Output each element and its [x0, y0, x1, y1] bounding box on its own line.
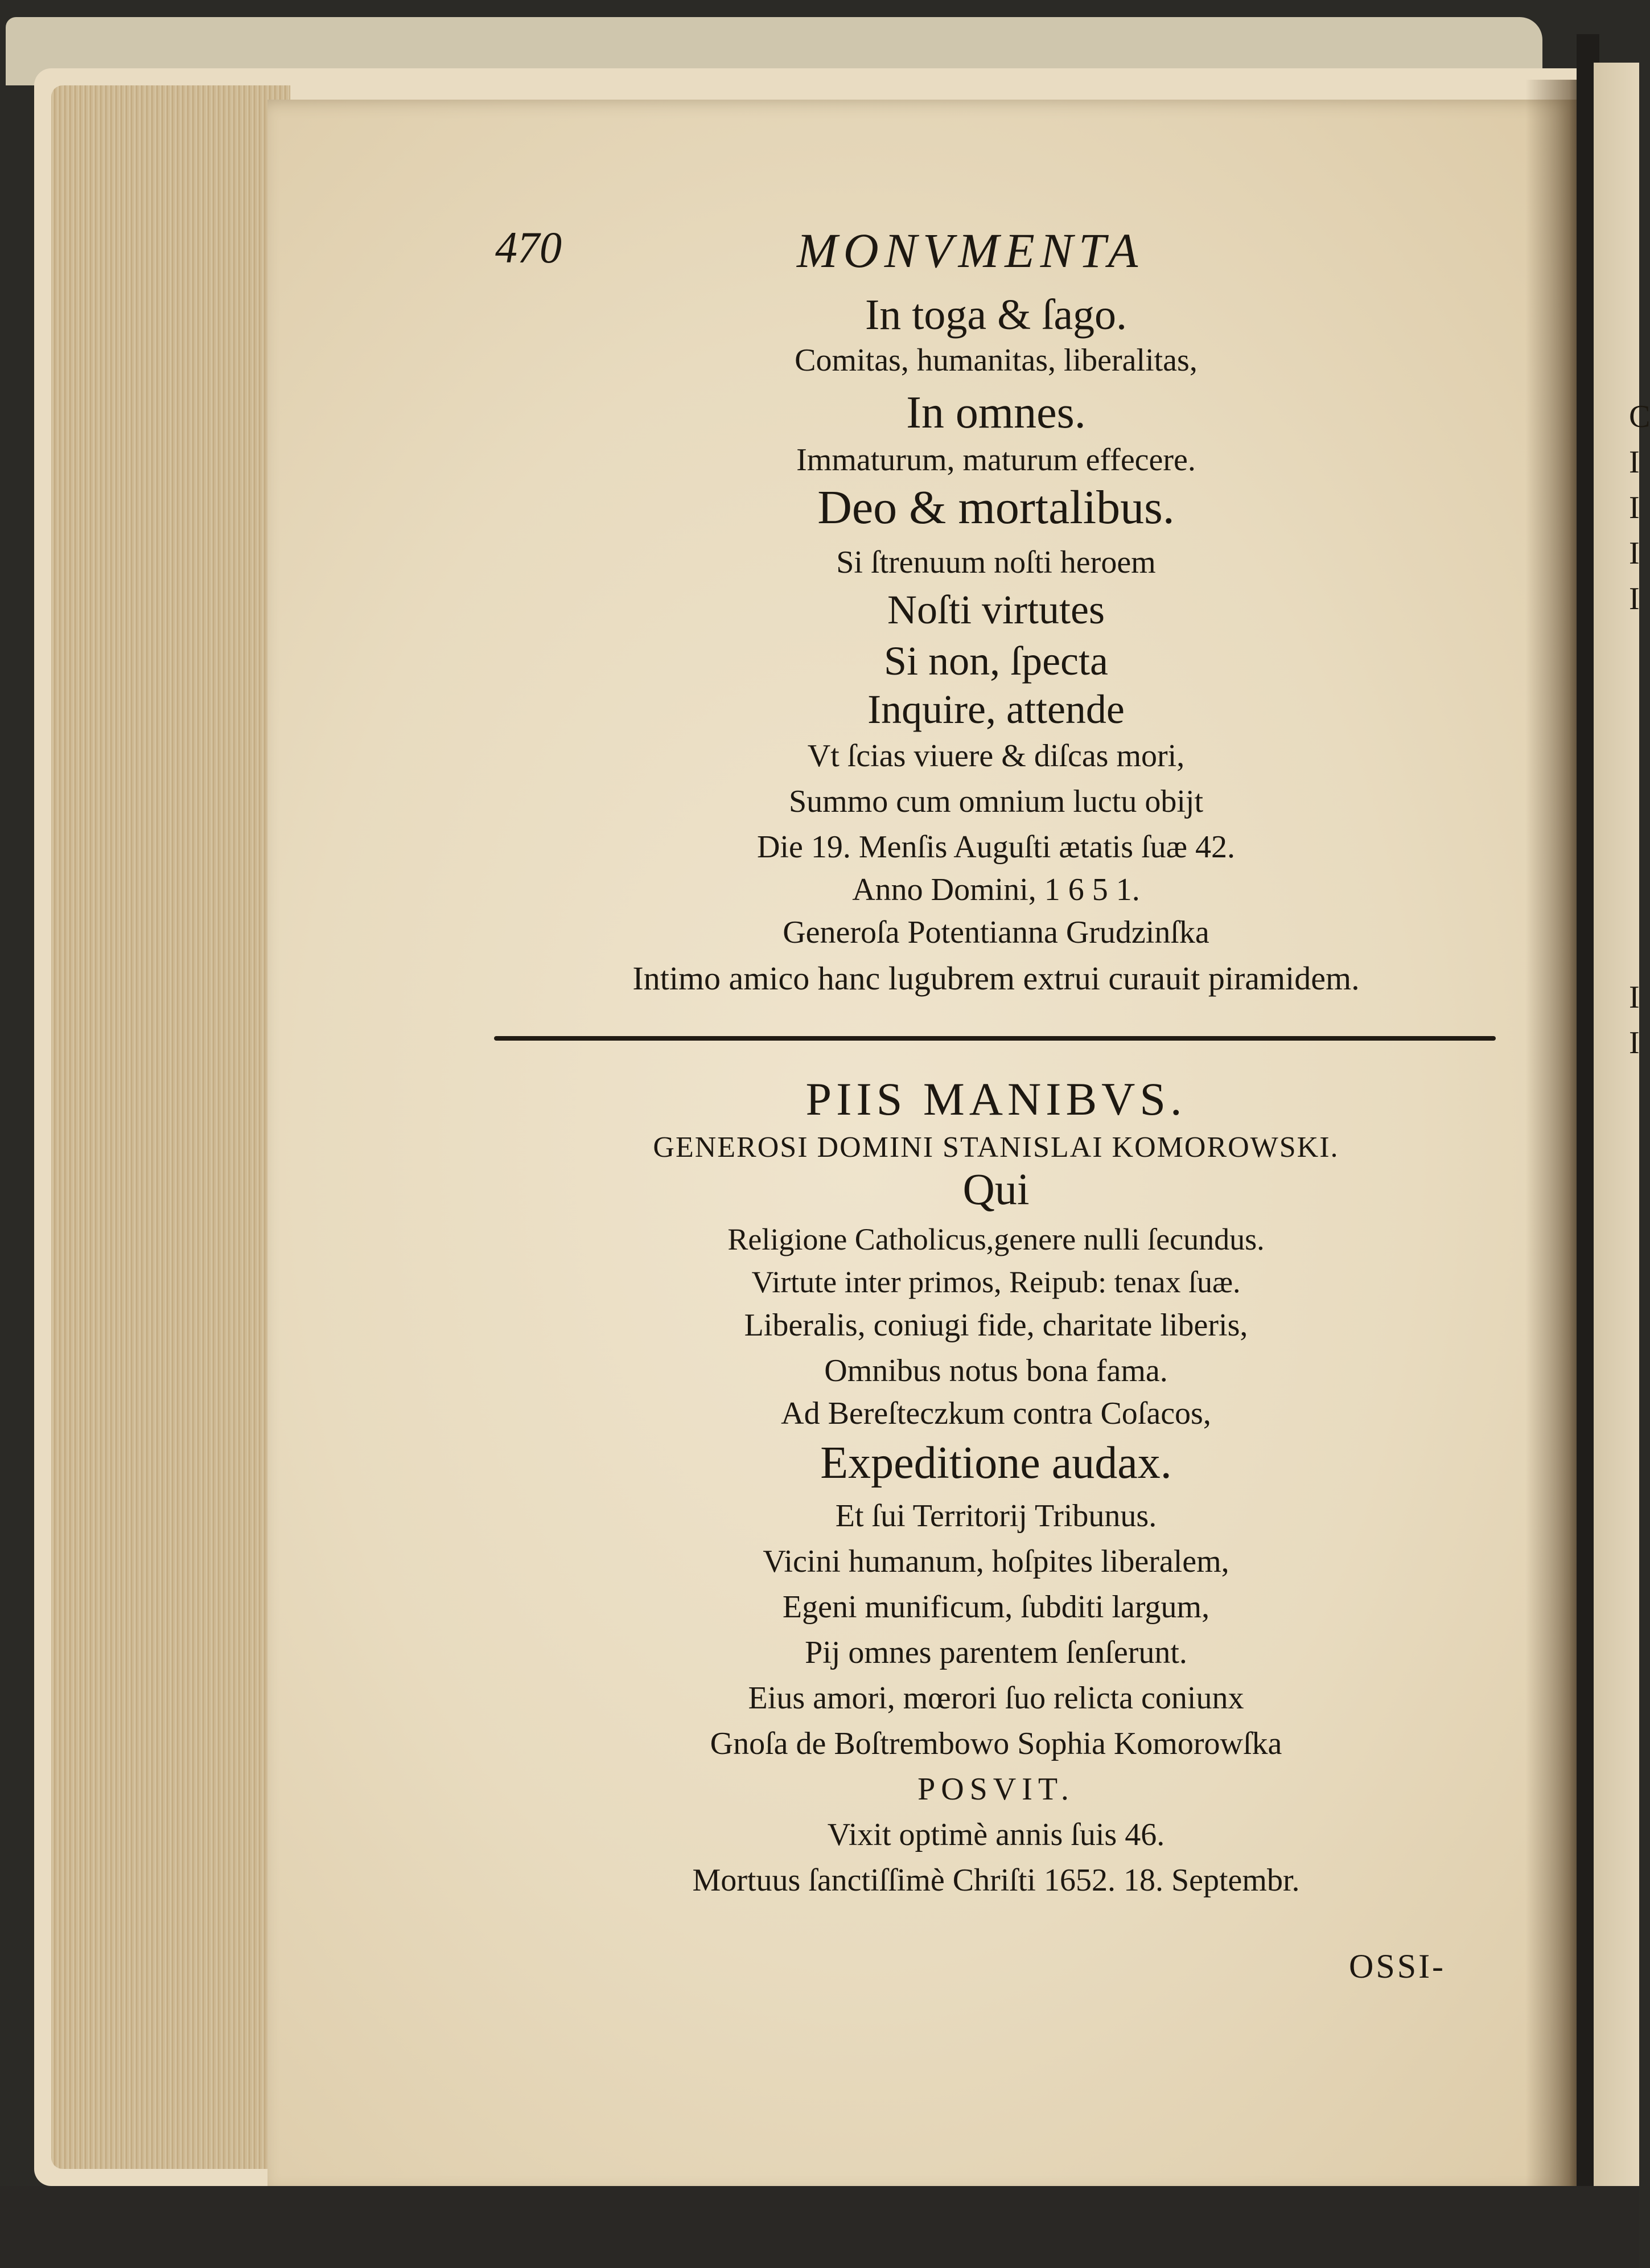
section-rule: [494, 1036, 1496, 1041]
epitaph-line: In toga & ſago.: [865, 291, 1128, 339]
epitaph-line: In omnes.: [906, 388, 1086, 438]
epitaph-line: Inquire, attende: [867, 687, 1125, 732]
epitaph-line: Noſti virtutes: [887, 587, 1105, 632]
epitaph-line: Expeditione audax.: [820, 1438, 1172, 1488]
facing-page: [1594, 63, 1639, 2226]
facing-page-letter: I: [1629, 980, 1640, 1015]
epitaph-line: POSVIT.: [917, 1772, 1075, 1807]
epitaph-line: Si non, ſpecta: [884, 638, 1108, 684]
epitaph-title: PIIS MANIBVS.: [805, 1073, 1187, 1125]
epitaph-line: Religione Catholicus,genere nulli ſecundus.: [727, 1222, 1265, 1256]
epitaph-line: Virtute inter primos, Reipub: tenax ſuæ.: [751, 1265, 1241, 1299]
epitaph-line: Immaturum, maturum effecere.: [796, 442, 1196, 478]
epitaph-line: Generoſa Potentianna Grudzinſka: [783, 915, 1209, 950]
epitaph-line: Vicini humanum, hoſpites liberalem,: [763, 1544, 1229, 1579]
facing-page-letter: I: [1629, 490, 1640, 525]
catchword: OSSI-: [1349, 1947, 1446, 1985]
epitaph-line: Die 19. Menſis Auguſti ætatis ſuæ 42.: [756, 829, 1236, 865]
epitaph-line: Mortuus ſanctiſſimè Chriſti 1652. 18. Septembr.: [692, 1863, 1300, 1898]
background-shadow: [0, 2186, 1639, 2268]
epitaph-line: Qui: [962, 1164, 1030, 1214]
epitaph-subtitle: GENEROSI DOMINI STANISLAI KOMOROWSKI.: [653, 1131, 1339, 1164]
page-edges: [51, 85, 290, 2169]
facing-page-letter: I: [1629, 445, 1640, 480]
epitaph-line: Anno Domini, 1 6 5 1.: [852, 872, 1140, 907]
epitaph-line: Gnoſa de Boſtrembowo Sophia Komorowſka: [710, 1726, 1282, 1761]
epitaph-line: Liberalis, coniugi fide, charitate liberis,: [744, 1308, 1248, 1343]
facing-page-letter: I: [1629, 581, 1640, 617]
epitaph-line: Egeni munificum, ſubditi largum,: [782, 1589, 1210, 1625]
facing-page-letter: I: [1629, 1025, 1640, 1061]
epitaph-line: Eius amori, mœrori ſuo relicta coniunx: [748, 1681, 1244, 1716]
epitaph-line: Vt ſcias viuere & diſcas mori,: [807, 738, 1185, 774]
facing-page-letter: I: [1629, 536, 1640, 571]
facing-page-letter: C: [1629, 399, 1650, 434]
epitaph-line: Deo & mortalibus.: [817, 481, 1175, 534]
epitaph-line: Omnibus notus bona fama.: [824, 1353, 1168, 1388]
epitaph-line: Et ſui Territorij Tribunus.: [835, 1498, 1157, 1534]
epitaph-line: Comitas, humanitas, liberalitas,: [795, 343, 1198, 378]
epitaph-line: Summo cum omnium luctu obijt: [789, 784, 1203, 819]
epitaph-line: Ad Bereſteczkum contra Coſacos,: [781, 1396, 1211, 1431]
epitaph-line: Vixit optimè annis ſuis 46.: [827, 1817, 1165, 1852]
epitaph-line: Pij omnes parentem ſenſerunt.: [805, 1635, 1187, 1670]
running-head: MONVMENTA: [797, 223, 1144, 278]
page-number: 470: [495, 223, 562, 272]
epitaph-line: Intimo amico hanc lugubrem extrui curauit piramidem.: [632, 960, 1360, 997]
epitaph-line: Si ſtrenuum noſti heroem: [836, 545, 1156, 580]
